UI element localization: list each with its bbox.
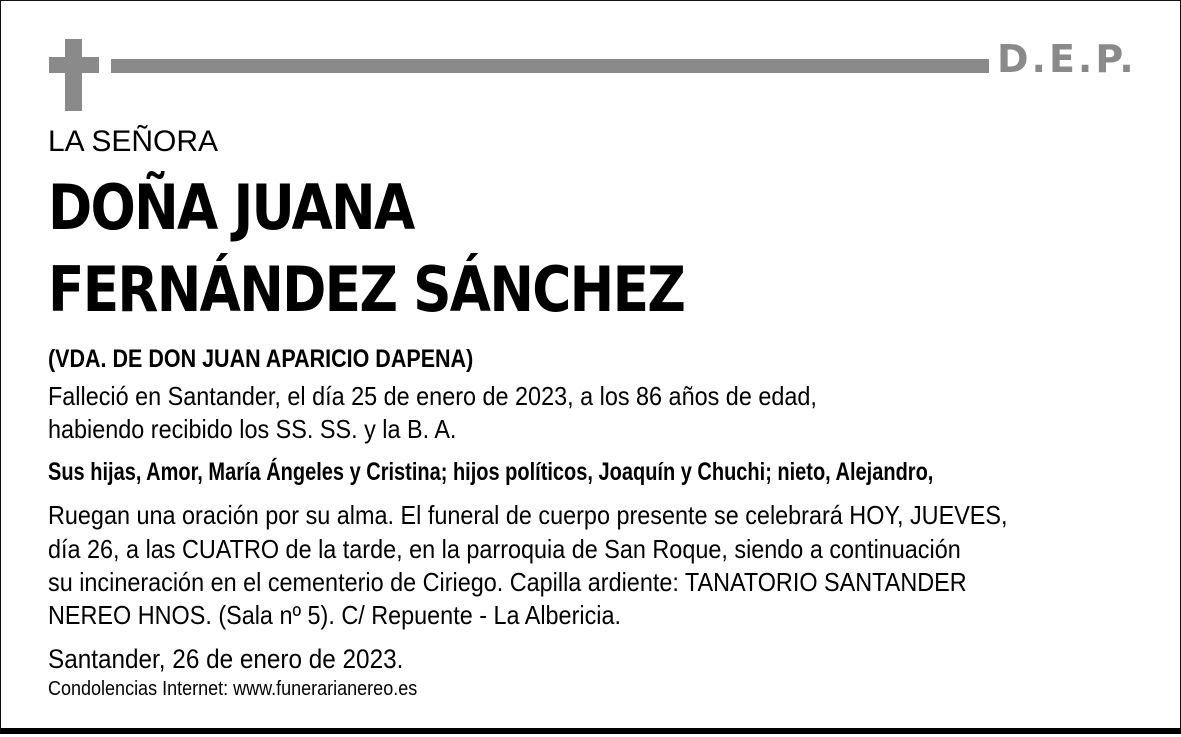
- cross-icon: [49, 39, 99, 111]
- family-line: Sus hijas, Amor, María Ángeles y Cristina; hijos políticos, Joaquín y Chuchi; nieto, Alejandro,: [48, 458, 934, 486]
- cross-horizontal-bar: [49, 57, 99, 73]
- intro-label: LA SEÑORA: [48, 125, 219, 158]
- deceased-name-line-2: FERNÁNDEZ SÁNCHEZ: [48, 253, 685, 326]
- widow-of-line: (VDA. DE DON JUAN APARICIO DAPENA): [48, 345, 474, 373]
- funeral-line-4: NEREO HNOS. (Sala nº 5). C/ Repuente - La Albericia.: [48, 600, 621, 630]
- dep-label: D.E.P.: [997, 37, 1137, 81]
- condolences-link[interactable]: Condolencias Internet: www.funerarianereo.es: [48, 678, 418, 700]
- funeral-line-2: día 26, a las CUATRO de la tarde, en la parroquia de San Roque, siendo a continuación: [48, 534, 961, 564]
- place-date: Santander, 26 de enero de 2023.: [48, 644, 404, 674]
- funeral-line-3: su incineración en el cementerio de Ciriego. Capilla ardiente: TANATORIO SANTANDER: [48, 567, 967, 597]
- death-notice-line-1: Falleció en Santander, el día 25 de enero de 2023, a los 86 años de edad,: [48, 381, 817, 411]
- deceased-name-line-1: DOÑA JUANA: [48, 171, 414, 244]
- funeral-line-1: Ruegan una oración por su alma. El funeral de cuerpo presente se celebrará HOY, JUEVES,: [48, 500, 1008, 530]
- header-rule: [111, 59, 989, 73]
- death-notice-line-2: habiendo recibido los SS. SS. y la B. A.: [48, 414, 457, 444]
- cross-vertical-bar: [65, 39, 82, 111]
